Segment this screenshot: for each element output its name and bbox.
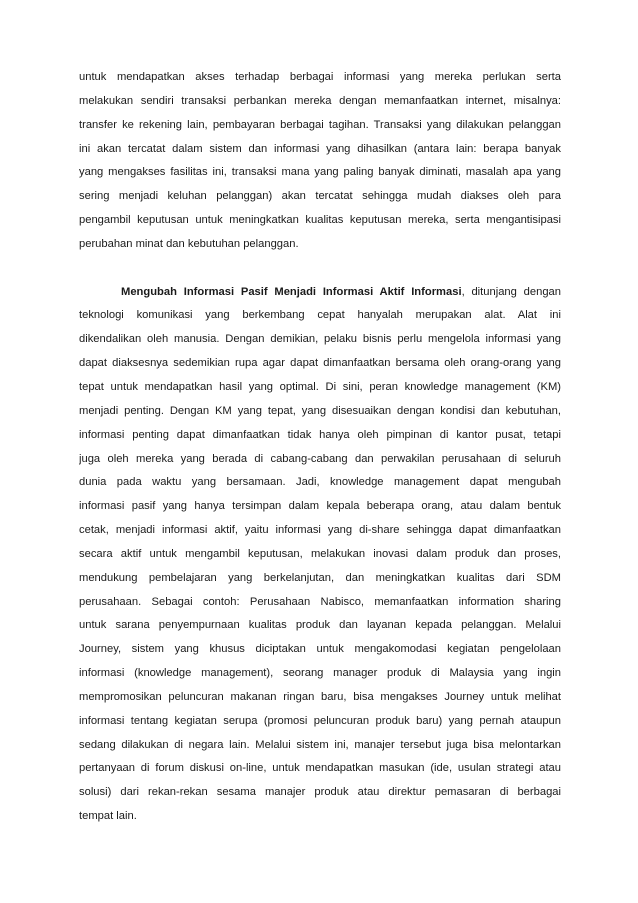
- paragraph-first-line: [79, 281, 561, 305]
- paragraph-line: informasi (knowledge management), seorang manager produk di Malaysia yang ingin: [79, 667, 561, 680]
- paragraph-line: menjadi penting. Dengan KM yang tepat, yang disesuaikan dengan kondisi dan kebutuhan,: [79, 404, 561, 417]
- paragraph-2: [79, 281, 561, 829]
- paragraph-line: ini akan tercatat dalam sistem dan informasi yang dihasilkan (antara lain: berapa banyak: [79, 142, 561, 155]
- section-heading: Mengubah Informasi Pasif Menjadi Informasi Aktif Informasi: [121, 285, 462, 298]
- paragraph-line: pertanyaan di forum diskusi on-line, untuk mendapatkan masukan (ide, usulan strategi atau: [79, 762, 561, 775]
- paragraph-line: dikendalikan oleh manusia. Dengan demikian, pelaku bisnis perlu mengelola informasi yang: [79, 333, 561, 346]
- paragraph-line: juga oleh mereka yang berada di cabang-cabang dan perwakilan perusahaan di seluruh: [79, 452, 561, 465]
- paragraph-spacer: [79, 257, 561, 281]
- paragraph-line: informasi penting dapat dimanfaatkan tidak hanya oleh pimpinan di kantor pusat, tetapi: [79, 428, 561, 441]
- paragraph-line: yang mengakses fasilitas ini, transaksi mana yang paling banyak diminati, masalah apa yang: [79, 166, 561, 179]
- heading-continuation: , ditunjang dengan: [461, 285, 561, 298]
- paragraph-line: dunia pada waktu yang bersamaan. Jadi, knowledge management dapat mengubah: [79, 476, 561, 489]
- paragraph-line: sedang dilakukan di negara lain. Melalui sistem ini, manajer tersebut juga bisa melontarkan: [79, 738, 561, 751]
- paragraph-line: untuk sarana penyempurnaan kualitas produk dan layanan kepada pelanggan. Melalui: [79, 619, 561, 632]
- paragraph-line: transfer ke rekening lain, pembayaran berbagai tagihan. Transaksi yang dilakukan pelanggan: [79, 118, 561, 131]
- paragraph-line: perubahan minat dan kebutuhan pelanggan.: [79, 237, 299, 250]
- paragraph-1: [79, 66, 561, 257]
- paragraph-line: untuk mendapatkan akses terhadap berbagai informasi yang mereka perlukan serta: [79, 71, 561, 83]
- paragraph-line: informasi tentang kegiatan serupa (promosi peluncuran produk baru) yang pernah ataupun: [79, 714, 561, 727]
- document-body: [79, 66, 561, 829]
- paragraph-line: tempat lain.: [79, 810, 137, 823]
- paragraph-line: teknologi komunikasi yang berkembang cepat hanyalah merupakan alat. Alat ini: [79, 309, 561, 322]
- paragraph-line: tepat untuk mendapatkan hasil yang optimal. Di sini, peran knowledge management (KM): [79, 380, 561, 393]
- paragraph-line: mendukung pembelajaran yang berkelanjutan, dan meningkatkan kualitas dari SDM: [79, 571, 561, 584]
- paragraph-line: sering menjadi keluhan pelanggan) akan tercatat sehingga mudah diakses oleh para: [79, 190, 561, 203]
- paragraph-line: informasi pasif yang hanya tersimpan dalam kepala beberapa orang, atau dalam bentuk: [79, 500, 561, 513]
- paragraph-line: mempromosikan peluncuran makanan ringan baru, bisa mengakses Journey untuk melihat: [79, 690, 561, 703]
- paragraph-line: melakukan sendiri transaksi perbankan mereka dengan memanfaatkan internet, misalnya:: [79, 94, 561, 107]
- paragraph-line: secara aktif untuk mengambil keputusan, melakukan inovasi dalam produk dan proses,: [79, 547, 561, 560]
- paragraph-line: perusahaan. Sebagai contoh: Perusahaan Nabisco, memanfaatkan information sharing: [79, 595, 561, 608]
- paragraph-line: dapat diaksesnya sedemikian rupa agar dapat dimanfaatkan bersama oleh orang-orang yang: [79, 357, 561, 370]
- paragraph-line: cetak, menjadi informasi aktif, yaitu informasi yang di-share sehingga dapat dimanfaatkan: [79, 524, 561, 537]
- paragraph-line: Journey, sistem yang khusus diciptakan untuk mengakomodasi kegiatan pengelolaan: [79, 643, 561, 656]
- paragraph-line: solusi) dari rekan-rekan sesama manajer produk atau direktur pemasaran di berbagai: [79, 786, 561, 799]
- paragraph-line: pengambil keputusan untuk meningkatkan kualitas keputusan mereka, serta mengantisipasi: [79, 214, 561, 227]
